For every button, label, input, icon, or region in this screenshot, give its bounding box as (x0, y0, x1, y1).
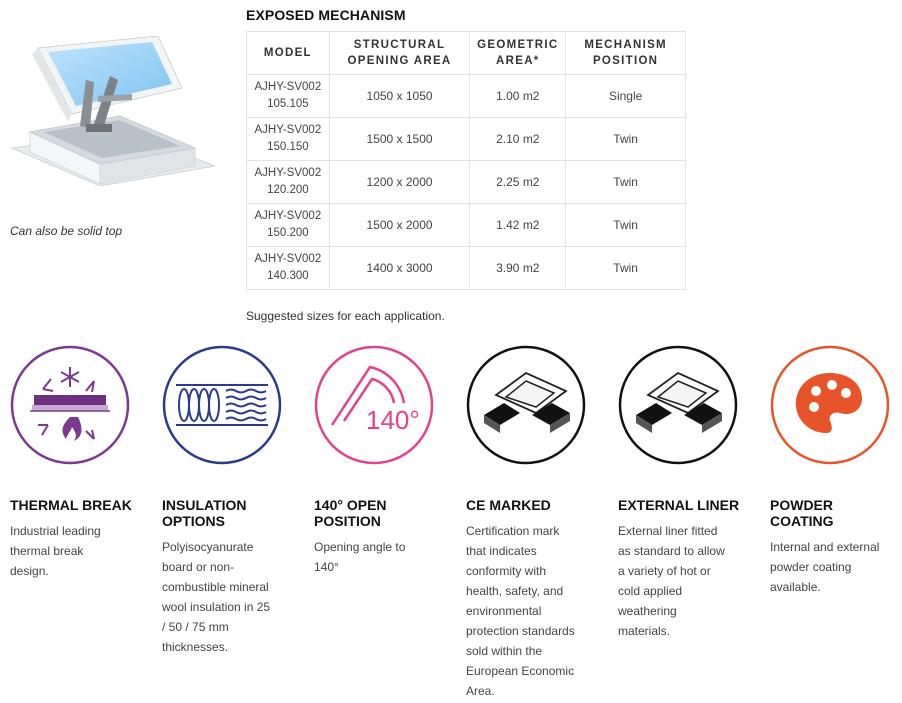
suggested-sizes-note: Suggested sizes for each application. (246, 309, 445, 323)
feature-description: Industrial leading thermal break design. (10, 524, 101, 578)
cell-position: Twin (566, 204, 686, 247)
cell-opening: 1050 x 1050 (329, 75, 470, 118)
feature-ce-marked (466, 345, 606, 698)
feature-description: Opening angle to 140° (314, 540, 406, 574)
paint-palette-icon (770, 345, 890, 465)
feature-powder-coating (770, 345, 902, 594)
header-structural-opening-area: STRUCTURAL OPENING AREA (329, 32, 470, 75)
feature-title: INSULATION OPTIONS (162, 497, 247, 529)
feature-description: Internal and external powder coating available. (770, 540, 880, 594)
skylight-product-image (10, 36, 215, 186)
feature-title: CE MARKED (466, 497, 551, 513)
feature-insulation-options (162, 345, 302, 654)
header-model: MODEL (247, 32, 330, 75)
thermal-break-icon (10, 345, 130, 465)
ce-corner-icon (466, 345, 586, 465)
cell-model: AJHY-SV002 140.300 (247, 247, 330, 290)
cell-model: AJHY-SV002 150.150 (247, 118, 330, 161)
cell-model: AJHY-SV002 120.200 (247, 161, 330, 204)
feature-title: POWDER COATING (770, 497, 834, 529)
feature-description: Polyisocyanurate board or non- combustible mineral wool insulation in 25 / 50 / 75 mm thicknesses. (162, 540, 271, 654)
header-geometric-area: GEOMETRIC AREA* (470, 32, 566, 75)
feature-title: EXTERNAL LINER (618, 497, 740, 513)
table-row (247, 161, 686, 204)
table-row (247, 75, 686, 118)
image-caption: Can also be solid top (10, 224, 123, 238)
cell-model: AJHY-SV002 105.105 (247, 75, 330, 118)
feature-description: External liner fitted as standard to allow a variety of hot or cold applied weathering materials. (618, 524, 725, 638)
specification-table (246, 31, 686, 290)
cell-position: Twin (566, 118, 686, 161)
angle-label: 140° (366, 405, 420, 435)
cell-area: 2.10 m2 (470, 118, 566, 161)
cell-opening: 1500 x 1500 (329, 118, 470, 161)
cell-opening: 1200 x 2000 (329, 161, 470, 204)
feature-description: Certification mark that indicates conformity with health, safety, and environmental protection standards sold within the European Economic Area. (466, 524, 575, 698)
feature-140-open-position (314, 345, 454, 574)
feature-thermal-break (10, 345, 150, 578)
insulation-icon (162, 345, 282, 465)
cell-area: 1.00 m2 (470, 75, 566, 118)
cell-position: Twin (566, 161, 686, 204)
cell-area: 1.42 m2 (470, 204, 566, 247)
feature-external-liner (618, 345, 758, 638)
cell-model: AJHY-SV002 150.200 (247, 204, 330, 247)
cell-area: 3.90 m2 (470, 247, 566, 290)
table-row (247, 204, 686, 247)
protractor-icon (314, 345, 434, 465)
table-row (247, 118, 686, 161)
cell-position: Twin (566, 247, 686, 290)
cell-area: 2.25 m2 (470, 161, 566, 204)
feature-title: THERMAL BREAK (10, 497, 132, 513)
cell-opening: 1400 x 3000 (329, 247, 470, 290)
table-header-row (247, 32, 686, 75)
section-title: EXPOSED MECHANISM (246, 7, 406, 23)
liner-corner-icon (618, 345, 738, 465)
feature-title: 140° OPEN POSITION (314, 497, 387, 529)
cell-opening: 1500 x 2000 (329, 204, 470, 247)
cell-position: Single (566, 75, 686, 118)
header-mechanism-position: MECHANISM POSITION (566, 32, 686, 75)
table-row (247, 247, 686, 290)
